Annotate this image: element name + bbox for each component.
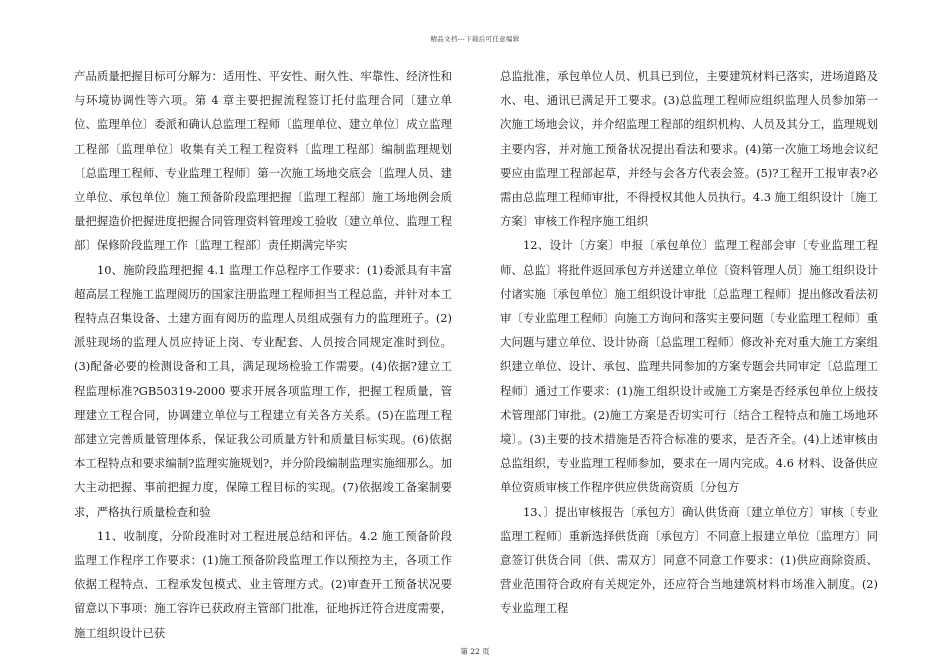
paragraph-3: 11、收制度，分阶段准时对工程进展总结和评估。4.2 施工预备阶段监理工作程序工作要求：(1)施工预备阶段监理工作以预控为主，各项工作依据工程特点、工程承发包模式、业主管理方式。(2)审查开工预备状况要留意以下事项：施工容许已获政府主管部门批准，征地拆迁符合进度需要，施工组织设计已获: [74, 528, 452, 640]
paragraph-5: 12、设计〔方案〕申报〔承包单位〕监理工程部会审〔专业监理工程师、总监〕将批件返回承包方并送建立单位〔资料管理人员〕施工组织设计付诸实施〔承包单位〕施工组织设计审批〔总监理工程师〕提出修改看法初审〔专业监理工程师〕向施工方询问和落实主要问题〔专业监理工程师〕重大问题与建立单位、设计协商〔总监理工程师〕修改补充对重大施工方案组织建立单位、设计、承包、监理共同参加的方案专题会共同审定〔总监理工程师〕通过工作要求：(1)施工组织设计或施工方案是否经承包单位上级技术管理部门审批。(2)施工方案是否切实可行〔结合工程特点和施工场地环境〕。(3)主要的技术措施是否符合标准的要求，是否齐全。(4)上述审核由总监组织，专业监理工程师参加，要求在一周内完成。4.6 材料、设备供应单位资质审核工作程序供应供货商资质〔分包方: [500, 238, 878, 495]
page-number: 第 22 页: [460, 647, 490, 656]
paragraph-6: 13、〕提出审核报告〔承包方〕确认供货商〔建立单位方〕审核〔专业监理工程师〕重新选择供货商〔承包方〕不同意上报建立单位〔监理方〕同意签订供货合同〔供、需双方〕同意不同意工作要求：(1)供应商除资质、营业范围符合政府有关规定外，还应符合当地建筑材料市场准入制度。(2)专业监理工程: [500, 504, 878, 616]
paragraph-1: 产品质量把握目标可分解为：适用性、平安性、耐久性、牢靠性、经济性和与环境协调性等六项。第 4 章主要把握流程签订托付监理合同〔建立单位、监理单位〕委派和确认总监理工程师〔监理单位、建立单位〕成立监理工程部〔监理单位〕收集有关工程工程资料〔监理工程部〕编制监理规划〔总监理工程师、专业监理工程师〕第一次施工场地交底会〔监理人员、建立单位、承包单位〕施工预备阶段监理把握〔监理工程部〕施工场地例会质量把握造价把握进度把握合同管理资料管理竣工验收〔建立单位、监理工程部〕保修阶段监理工作〔监理工程部〕责任期满完毕实: [74, 69, 452, 253]
page-header: 精品文档---下载后可任意编辑: [430, 35, 520, 43]
paragraph-4: 总监批准，承包单位人员、机具已到位，主要建筑材料已落实，进场道路及水、电、通讯已满足开工要求。(3)总监理工程师应组织监理人员参加第一次施工场地会议，并介绍监理工程部的组织机构、人员及其分工，监理规划主要内容，并对施工预备状况提出看法和要求。(4)第一次施工场地会议纪要应由监理工程部起草，并经与会各方代表会签。(5)?工程开工报审表?必需由总监理工程师审批，不得授权其他人员执行。4.3 施工组织设计〔施工方案〕审核工作程序施工组织: [500, 69, 878, 229]
paragraph-2: 10、施阶段监理把握 4.1 监理工作总程序工作要求：(1)委派具有丰富超高层工程施工监理阅历的国家注册监理工程师担当工程总监，并针对本工程特点召集设备、土建方面有阅历的监理人员组成强有力的监理班子。(2)派驻现场的监理人员应持证上岗、专业配套、人员按合同规定准时到位。(3)配备必要的检测设备和工具，满足现场检验工作需要。(4)依据?建立工程监理标准?GB50319-2000 要求开展各项监理工作，把握工程质量，管理建立工程合同，协调建立单位与工程建立有关各方关系。(5)在监理工程部建立完善质量管理体系，保证我公司质量方针和质量目标实现。(6)依据本工程特点和要求编制?监理实施规划?，并分阶段编制监理实施细那么。加大主动把握、事前把握力度，保障工程目标的实现。(7)依据竣工备案制要求，严格执行质量检查和验: [74, 262, 452, 519]
left-column: [74, 64, 452, 645]
right-column: [500, 64, 878, 621]
